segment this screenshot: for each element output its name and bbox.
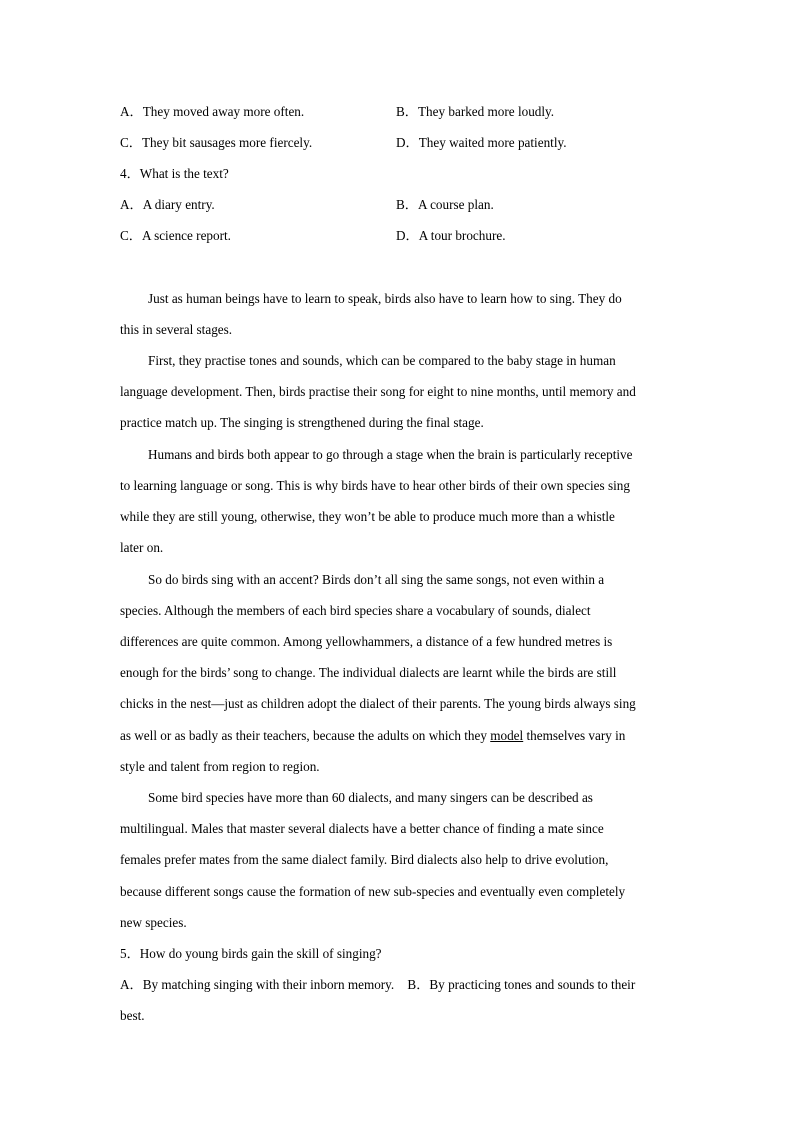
q4-option-a: A．A diary entry. [120,197,215,212]
passage-p4-line7: style and talent from region to region. [120,759,320,774]
passage-p4-line2: species. Although the members of each bird species share a vocabulary of sounds, dialect [120,603,591,618]
underlined-word-model: model [490,728,524,743]
q5-question: 5．How do young birds gain the skill of singing? [120,946,382,961]
passage-p4-line5: chicks in the nest—just as children adopt the dialect of their parents. The young birds always sing [120,696,636,711]
q3-option-c: C．They bit sausages more fiercely. [120,135,313,150]
passage-p4-line6-before: as well or as badly as their teachers, because the adults on which they [120,728,491,743]
passage-p4-line1: So do birds sing with an accent? Birds don’t all sing the same songs, not even within a [148,572,605,587]
passage-p5-line5: new species. [120,915,187,930]
passage-p2-line1: First, they practise tones and sounds, which can be compared to the baby stage in human [148,353,616,368]
passage-p4-line6 [120,728,672,744]
passage-p3-line3: while they are still young, otherwise, they won’t be able to produce much more than a whistle [120,509,615,524]
passage-p4-line3: differences are quite common. Among yellowhammers, a distance of a few hundred metres is [120,634,613,649]
passage-p1-line2: this in several stages. [120,322,233,337]
q5-options-ab-continued: best. [120,1008,145,1023]
passage-p2-line2: language development. Then, birds practise their song for eight to nine months, until memory and [120,384,636,399]
q4-option-d: D．A tour brochure. [396,228,506,243]
passage-p5-line1: Some bird species have more than 60 dialects, and many singers can be described as [148,790,593,805]
passage-p4-line4: enough for the birds’ song to change. The individual dialects are learnt while the birds are still [120,665,617,680]
q3-option-b: B．They barked more loudly. [396,104,555,119]
q5-options-ab: A．By matching singing with their inborn memory. B．By practicing tones and sounds to their [120,977,636,992]
q4-question: 4．What is the text? [120,166,229,181]
passage-p4-line6-after: themselves vary in [523,728,626,743]
q3-option-a: A．They moved away more often. [120,104,305,119]
passage-p3-line4: later on. [120,540,164,555]
passage-p1-line1: Just as human beings have to learn to speak, birds also have to learn how to sing. They do [148,291,622,306]
q3-option-d: D．They waited more patiently. [396,135,567,150]
passage-p5-line2: multilingual. Males that master several dialects have a better chance of finding a mate since [120,821,604,836]
passage-p5-line4: because different songs cause the formation of new sub-species and eventually even completely [120,884,626,899]
passage-p3-line1: Humans and birds both appear to go through a stage when the brain is particularly receptive [148,447,633,462]
q4-option-c: C．A science report. [120,228,231,243]
passage-p5-line3: females prefer mates from the same dialect family. Bird dialects also help to drive evolution, [120,852,609,867]
passage-p3-line2: to learning language or song. This is why birds have to hear other birds of their own species sing [120,478,630,493]
passage-p2-line3: practice match up. The singing is strengthened during the final stage. [120,415,484,430]
q4-option-b: B．A course plan. [396,197,494,212]
